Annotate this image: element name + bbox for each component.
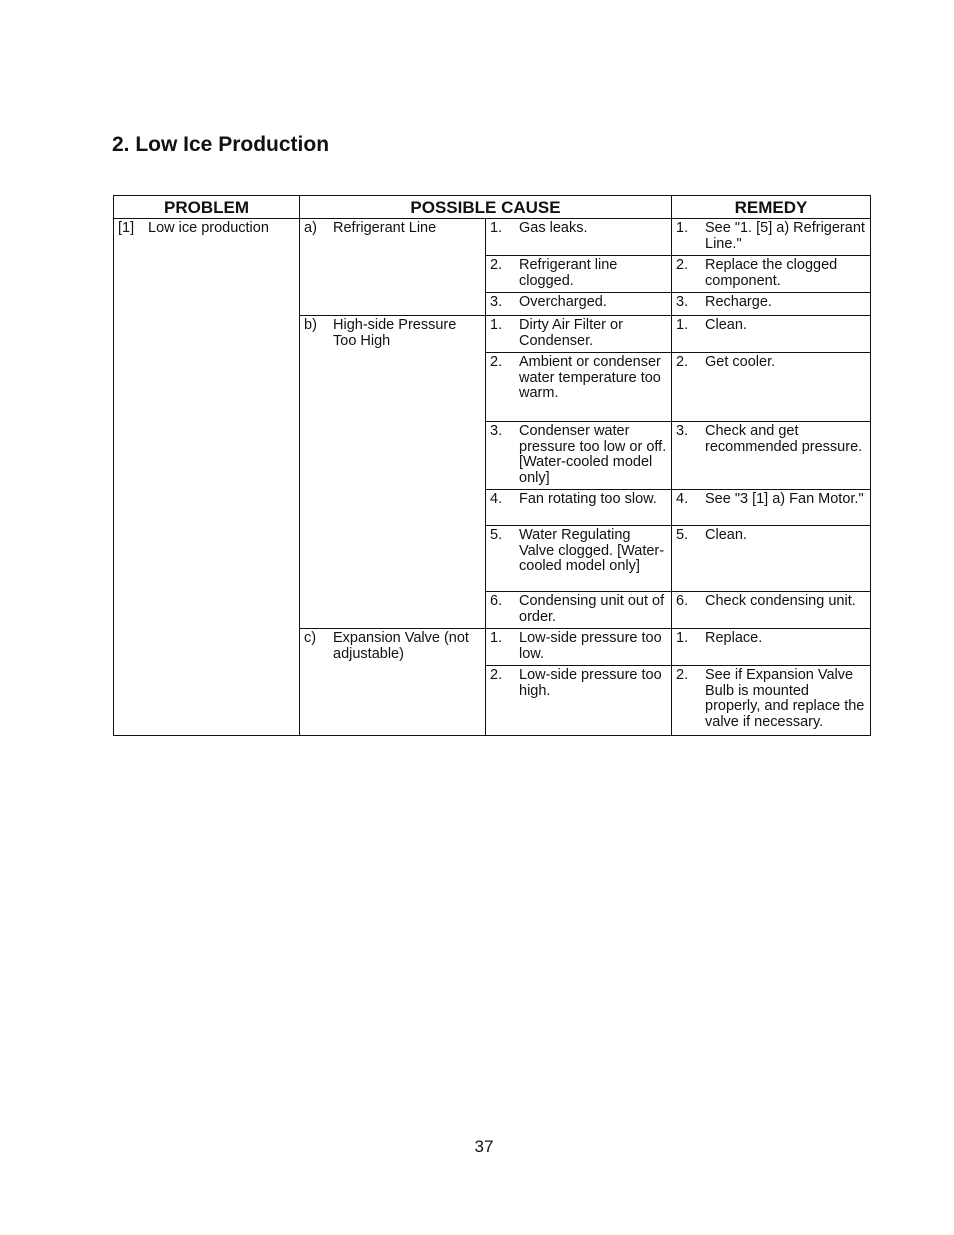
cause-letter: b) [304,317,317,333]
cause-item-text: Fan rotating too slow. [519,491,657,507]
remedy-cell [672,490,871,526]
remedy-number: 3. [676,423,689,439]
cause-category-cell [300,219,486,316]
cause-item-number: 4. [490,491,503,507]
cause-item-number: 3. [490,423,503,439]
header-remedy: REMEDY [672,196,871,219]
remedy-number: 1. [676,317,689,333]
cause-detail-cell [486,490,672,526]
cause-detail-cell [486,256,672,293]
remedy-cell [672,293,871,316]
remedy-number: 2. [676,257,689,273]
cause-item-number: 6. [490,593,503,609]
remedy-number: 5. [676,527,689,543]
remedy-text: Clean. [705,317,747,333]
problem-label: Low ice production [148,220,269,236]
cause-item-number: 2. [490,667,503,683]
remedy-text: See "1. [5] a) Refrigerant Line." [705,220,865,252]
cause-detail-cell [486,526,672,592]
cause-item-text: Ambient or condenser water temperature too warm. [519,354,661,401]
cause-item-number: 1. [490,317,503,333]
cause-item-number: 3. [490,294,503,310]
cause-category-cell [300,629,486,736]
cause-item-text: Water Regulating Valve clogged. [Water-cooled model only] [519,527,665,574]
remedy-text: Clean. [705,527,747,543]
problem-number: [1] [118,220,135,236]
cause-category-label: Refrigerant Line [333,220,437,236]
cause-item-text: Condensing unit out of order. [519,593,665,625]
cause-detail-cell [486,293,672,316]
remedy-number: 1. [676,220,689,236]
cause-item-text: Gas leaks. [519,220,588,236]
header-problem: PROBLEM [114,196,300,219]
remedy-text: See "3 [1] a) Fan Motor." [705,491,864,507]
cause-item-number: 1. [490,630,503,646]
remedy-cell [672,526,871,592]
remedy-number: 4. [676,491,689,507]
remedy-number: 2. [676,354,689,370]
section-title: 2. Low Ice Production [112,133,330,156]
cause-item-text: Dirty Air Filter or Condenser. [519,317,623,349]
cause-category-label: Expansion Valve (not adjustable) [333,630,469,662]
remedy-text: Check condensing unit. [705,593,856,609]
cause-detail-cell [486,219,672,256]
remedy-cell [672,629,871,666]
cause-detail-cell [486,629,672,666]
page-number: 37 [474,1137,494,1156]
cause-letter: a) [304,220,317,236]
cause-item-text: Low-side pressure too high. [519,667,662,699]
remedy-number: 1. [676,630,689,646]
remedy-cell [672,422,871,490]
remedy-number: 6. [676,593,689,609]
cause-item-text: Low-side pressure too low. [519,630,662,662]
cause-detail-cell [486,353,672,422]
remedy-cell [672,353,871,422]
remedy-text: Recharge. [705,294,772,310]
cause-letter: c) [304,630,317,646]
remedy-text: See if Expansion Valve Bulb is mounted properly, and replace the valve if necessary. [705,667,865,730]
cause-detail-cell [486,422,672,490]
cause-category-label: High-side Pressure Too High [333,317,457,349]
cause-category-cell [300,316,486,629]
troubleshooting-table [113,195,871,736]
table-row [114,219,871,256]
table-body [114,219,871,736]
cause-detail-cell [486,316,672,353]
cause-item-number: 2. [490,354,503,370]
problem-cell [114,219,300,736]
cause-detail-cell [486,666,672,736]
cause-item-number: 1. [490,220,503,236]
cause-item-number: 5. [490,527,503,543]
remedy-cell [672,316,871,353]
remedy-text: Check and get recommended pressure. [705,423,863,455]
remedy-number: 2. [676,667,689,683]
remedy-text: Replace. [705,630,763,646]
remedy-number: 3. [676,294,689,310]
header-possible-cause: POSSIBLE CAUSE [300,196,672,219]
remedy-cell [672,219,871,256]
cause-item-number: 2. [490,257,503,273]
remedy-cell [672,592,871,629]
cause-item-text: Overcharged. [519,294,607,310]
remedy-cell [672,666,871,736]
cause-detail-cell [486,592,672,629]
cause-item-text: Refrigerant line clogged. [519,257,618,289]
remedy-cell [672,256,871,293]
remedy-text: Replace the clogged component. [705,257,838,289]
table-header-row [114,196,871,219]
remedy-text: Get cooler. [705,354,776,370]
cause-item-text: Condenser water pressure too low or off. [Water-cooled model only] [519,423,667,486]
